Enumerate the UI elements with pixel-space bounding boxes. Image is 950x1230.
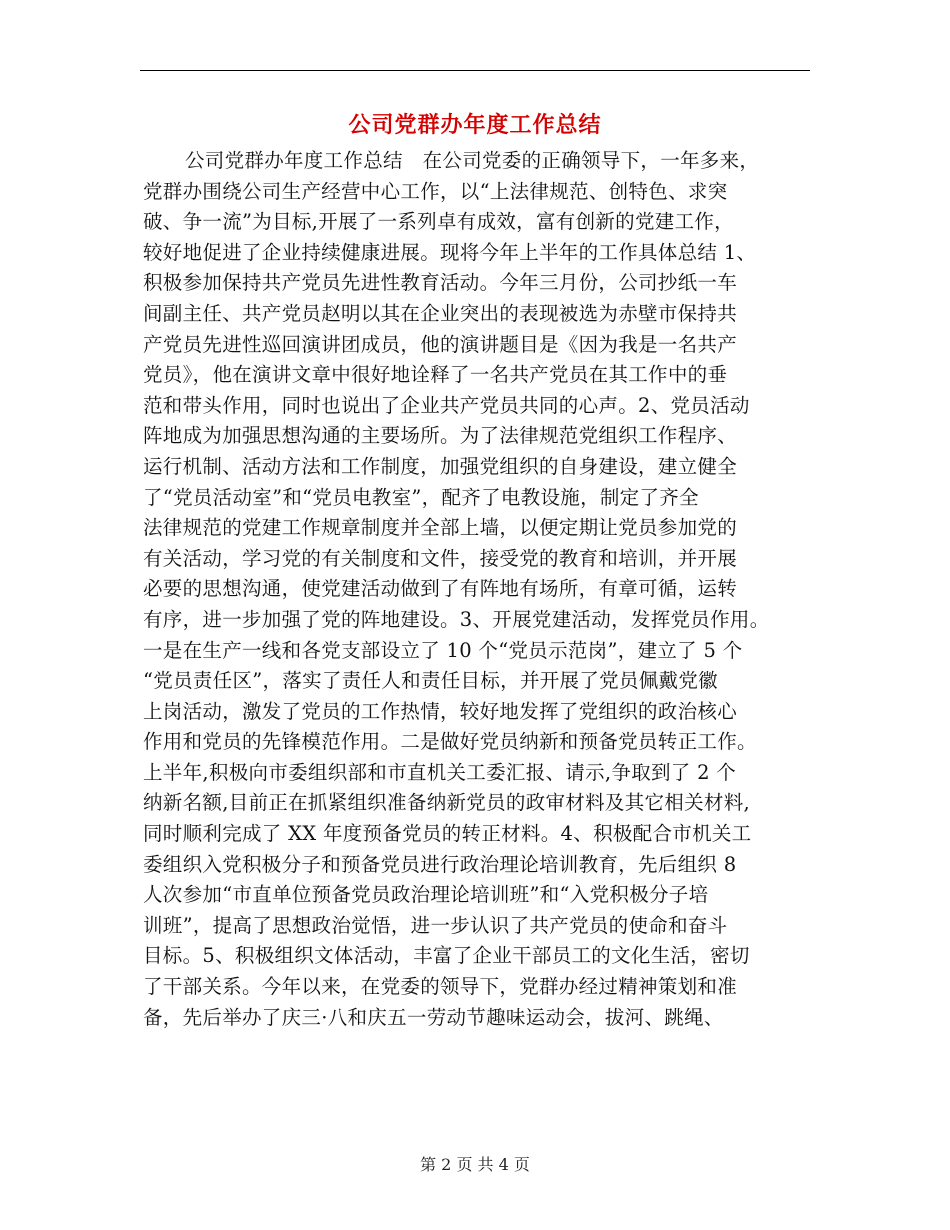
body-line: 备，先后举办了庆三·八和庆五一劳动节趣味运动会，拔河、跳绳、: [143, 1005, 724, 1029]
body-line: 了干部关系。今年以来，在党委的领导下，党群办经过精神策划和准: [143, 975, 738, 999]
document-title: 公司党群办年度工作总结: [348, 112, 602, 138]
body-line: 人次参加“市直单位预备党员政治理论培训班”和“入党积极分子培: [143, 883, 709, 907]
body-line: 运行机制、活动方法和工作制度，加强党组织的自身建设，建立健全: [143, 454, 738, 478]
body-line: 上岗活动，激发了党员的工作热情，较好地发挥了党组织的政治核心: [143, 699, 738, 723]
body-line: 有序，进一步加强了党的阵地建设。3、开展党建活动，发挥党员作用。: [143, 607, 770, 631]
body-line: 公司党群办年度工作总结 在公司党委的正确领导下，一年多来，: [185, 149, 760, 172]
body-line: 上半年,积极向市委组织部和市直机关工委汇报、请示,争取到了 2 个: [143, 760, 737, 784]
body-line: 范和带头作用，同时也说出了企业共产党员共同的心声。2、党员活动: [143, 393, 750, 417]
body-line: 积极参加保持共产党员先进性教育活动。今年三月份，公司抄纸一车: [143, 271, 738, 295]
body-line: 纳新名额,目前正在抓紧组织准备纳新党员的政审材料及其它相关材料,: [143, 791, 750, 815]
body-line: 间副主任、共产党员赵明以其在企业突出的表现被选为赤壁市保持共: [143, 301, 738, 325]
body-line: 较好地促进了企业持续健康进展。现将今年上半年的工作具体总结 1、: [143, 240, 757, 264]
document-body: [143, 146, 813, 1033]
body-line: 破、争一流”为目标,开展了一系列卓有成效，富有创新的党建工作，: [143, 210, 734, 234]
body-line: 阵地成为加强思想沟通的主要场所。为了法律规范党组织工作程序、: [143, 424, 738, 448]
body-line: 训班”，提高了思想政治觉悟，进一步认识了共产党员的使命和奋斗: [143, 913, 728, 937]
body-line: 法律规范的党建工作规章制度并全部上墙，以便定期让党员参加党的: [143, 516, 738, 540]
body-line: 党群办围绕公司生产经营中心工作，以“上法律规范、创特色、求突: [143, 179, 728, 203]
body-line: 了“党员活动室”和“党员电教室”，配齐了电教设施，制定了齐全: [143, 485, 699, 509]
body-line: 一是在生产一线和各党支部设立了 10 个“党员示范岗”，建立了 5 个: [143, 638, 743, 662]
body-line: 同时顺利完成了 XX 年度预备党员的转正材料。4、积极配合市机关工: [143, 822, 752, 846]
page-number-footer: 第 2 页 共 4 页: [420, 1155, 530, 1174]
body-line: 产党员先进性巡回演讲团成员，他的演讲题目是《因为我是一名共产: [143, 332, 738, 356]
body-line: 有关活动，学习党的有关制度和文件，接受党的教育和培训，并开展: [143, 546, 738, 570]
body-line: 目标。5、积极组织文体活动，丰富了企业干部员工的文化生活，密切: [143, 944, 750, 968]
body-line: 必要的思想沟通，使党建活动做到了有阵地有场所，有章可循，运转: [143, 577, 738, 601]
body-line: “党员责任区”，落实了责任人和责任目标，并开展了党员佩戴党徽: [143, 669, 718, 693]
header-rule: [140, 70, 810, 71]
body-line: 作用和党员的先锋模范作用。二是做好党员纳新和预备党员转正工作。: [143, 730, 757, 754]
body-line: 委组织入党积极分子和预备党员进行政治理论培训教育，先后组织 8: [143, 852, 737, 876]
body-line: 党员》，他在演讲文章中很好地诠释了一名共产党员在其工作中的垂: [143, 363, 728, 387]
